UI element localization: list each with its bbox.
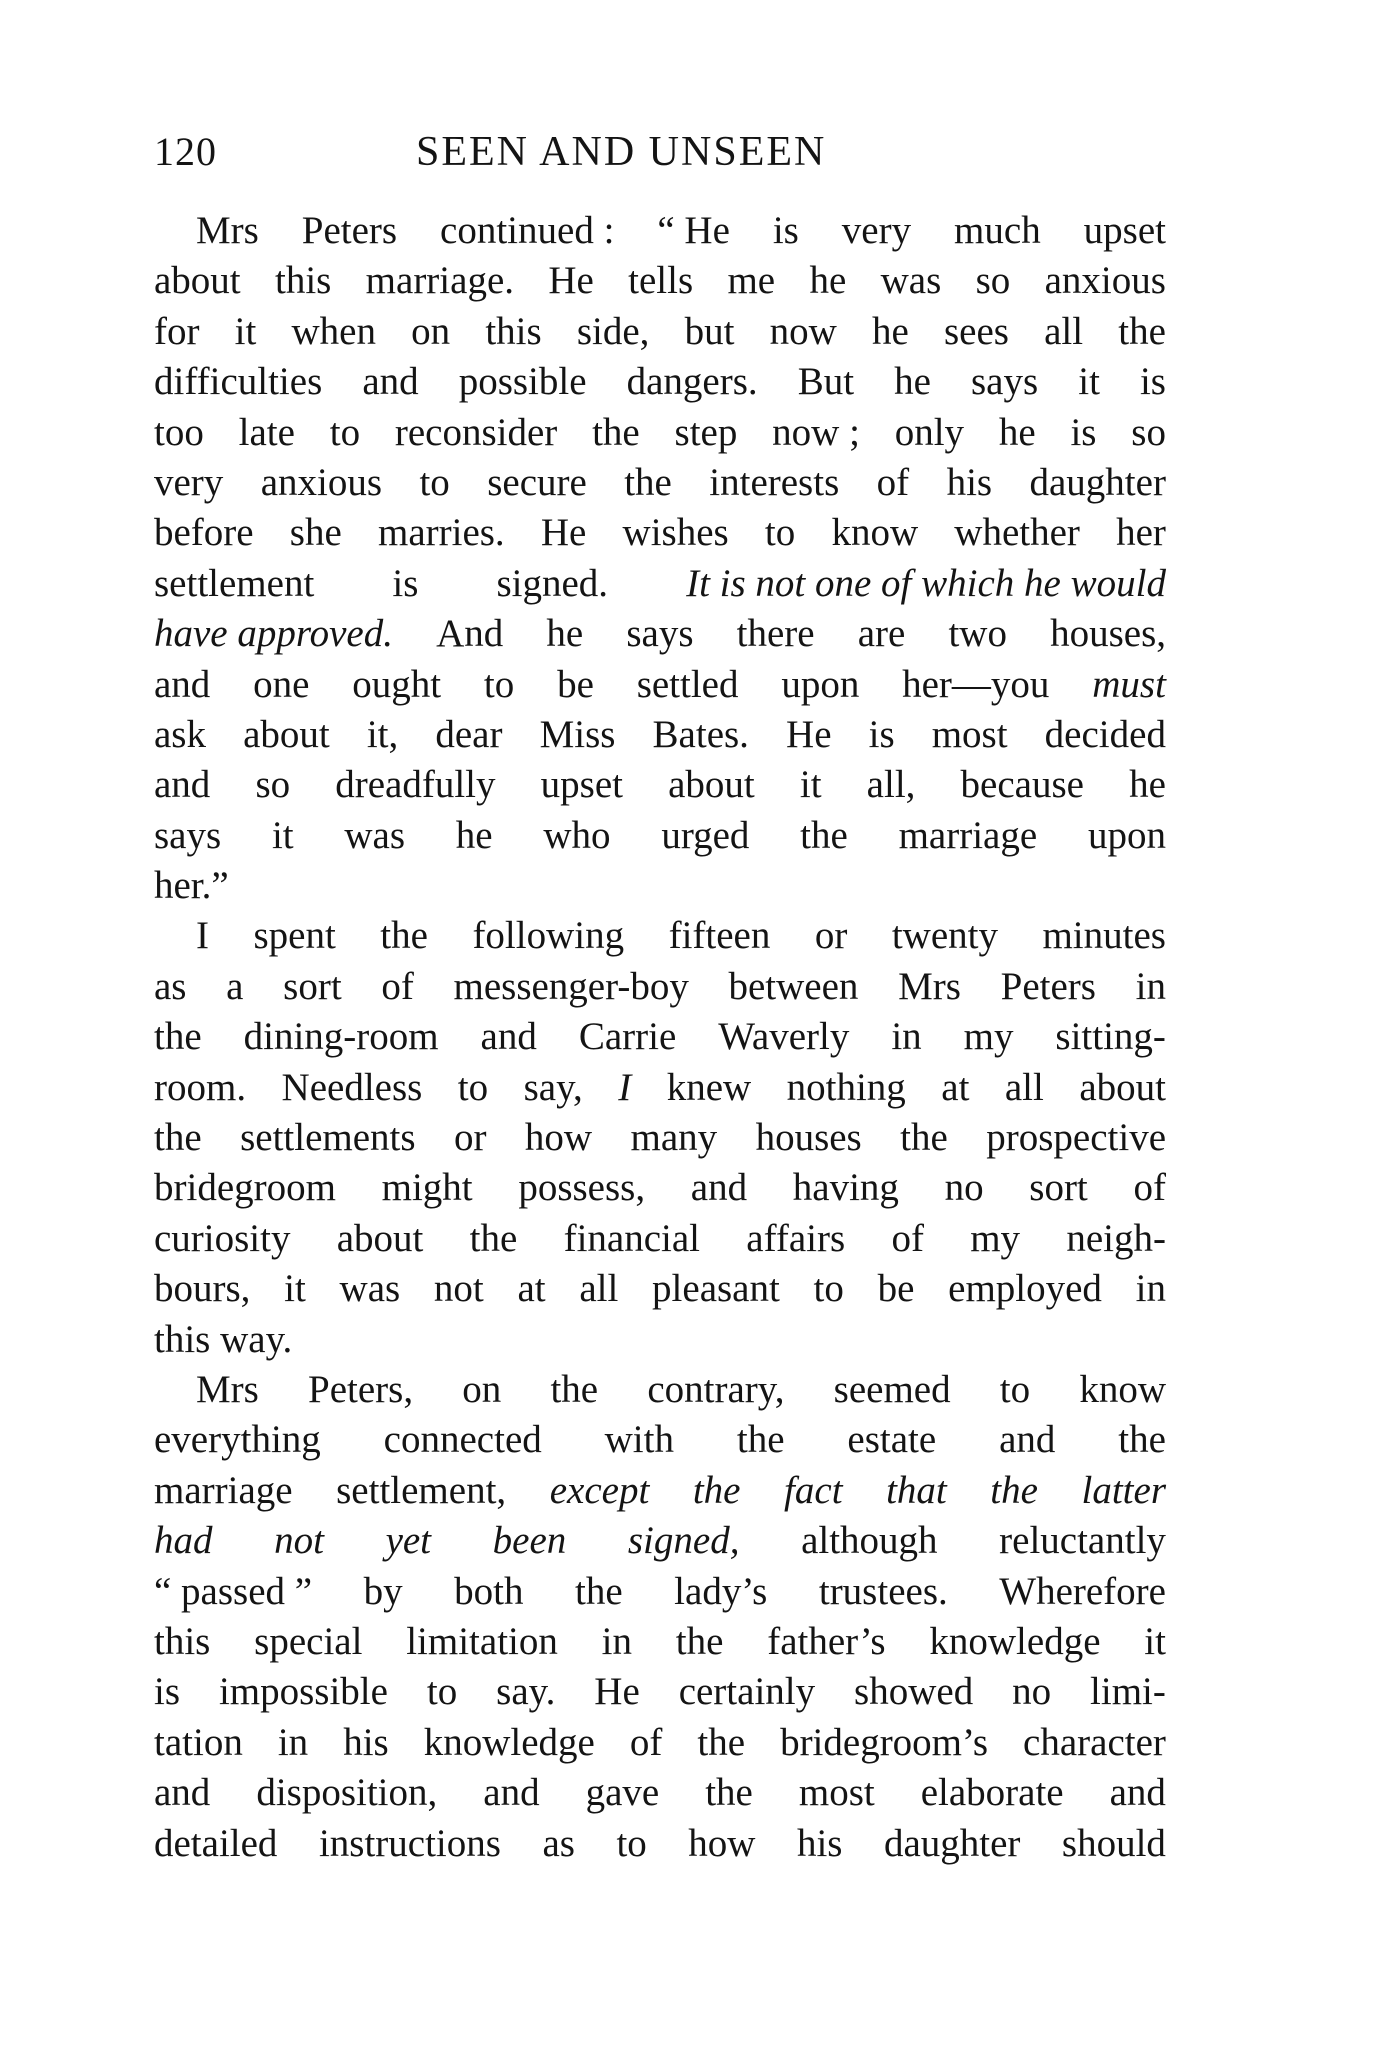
text-line: very anxious to secure the interests of his daughter (154, 460, 1166, 504)
text-line: Mrs Peters continued : “ He is very much upset (196, 209, 1166, 252)
text-line: and so dreadfully upset about it all, because he (154, 763, 1166, 807)
text-line: marriage settlement, except the fact that the latter (154, 1468, 1166, 1512)
text-line: curiosity about the financial affairs of my neigh- (154, 1216, 1166, 1260)
running-title: SEEN AND UNSEEN (416, 129, 827, 175)
text-line: ask about it, dear Miss Bates. He is most decided (154, 712, 1166, 756)
page-number: 120 (154, 129, 217, 174)
text-line: her.” (154, 864, 229, 908)
text-line: bridegroom might possess, and having no sort of (154, 1166, 1166, 1210)
text-line: as a sort of messenger-boy between Mrs Peters in (154, 964, 1166, 1008)
text-line: room. Needless to say, I knew nothing at all about (154, 1065, 1166, 1109)
text-line: have approved. And he says there are two houses, (154, 612, 1166, 656)
text-line: this special limitation in the father’s knowledge it (154, 1619, 1166, 1663)
paragraph (154, 206, 1166, 911)
text-line: before she marries. He wishes to know whether her (154, 511, 1166, 555)
text-line: and one ought to be settled upon her—you must (154, 662, 1166, 706)
text-line: the settlements or how many houses the prospective (154, 1116, 1166, 1160)
text-line: says it was he who urged the marriage upon (154, 813, 1166, 857)
text-line: this way. (154, 1317, 293, 1361)
text-line: too late to reconsider the step now ; only he is so (154, 410, 1166, 454)
text-line: detailed instructions as to how his daughter should (154, 1821, 1166, 1865)
text-line: for it when on this side, but now he sees all the (154, 309, 1166, 353)
text-line: I spent the following fifteen or twenty minutes (196, 914, 1166, 958)
text-line: tation in his knowledge of the bridegroom’s character (154, 1720, 1166, 1764)
text-line: settlement is signed. It is not one of which he would (154, 561, 1166, 605)
text-line: had not yet been signed, although reluctantly (154, 1519, 1166, 1563)
paragraph (154, 1365, 1166, 1869)
text-line: bours, it was not at all pleasant to be employed in (154, 1267, 1166, 1311)
text-line: everything connected with the estate and the (154, 1418, 1166, 1462)
text-line: about this marriage. He tells me he was so anxious (154, 259, 1166, 303)
text-line: and disposition, and gave the most elaborate and (154, 1771, 1166, 1815)
text-line: the dining-room and Carrie Waverly in my sitting- (154, 1015, 1166, 1059)
text-line: “ passed ” by both the lady’s trustees. Wherefore (154, 1569, 1166, 1613)
page-header (154, 128, 1164, 184)
text-line: difficulties and possible dangers. But he says it is (154, 360, 1166, 404)
text-line: Mrs Peters, on the contrary, seemed to know (196, 1367, 1166, 1411)
paragraph (154, 911, 1166, 1365)
text-line: is impossible to say. He certainly showed no limi- (154, 1670, 1166, 1714)
body-text (154, 206, 1166, 1869)
